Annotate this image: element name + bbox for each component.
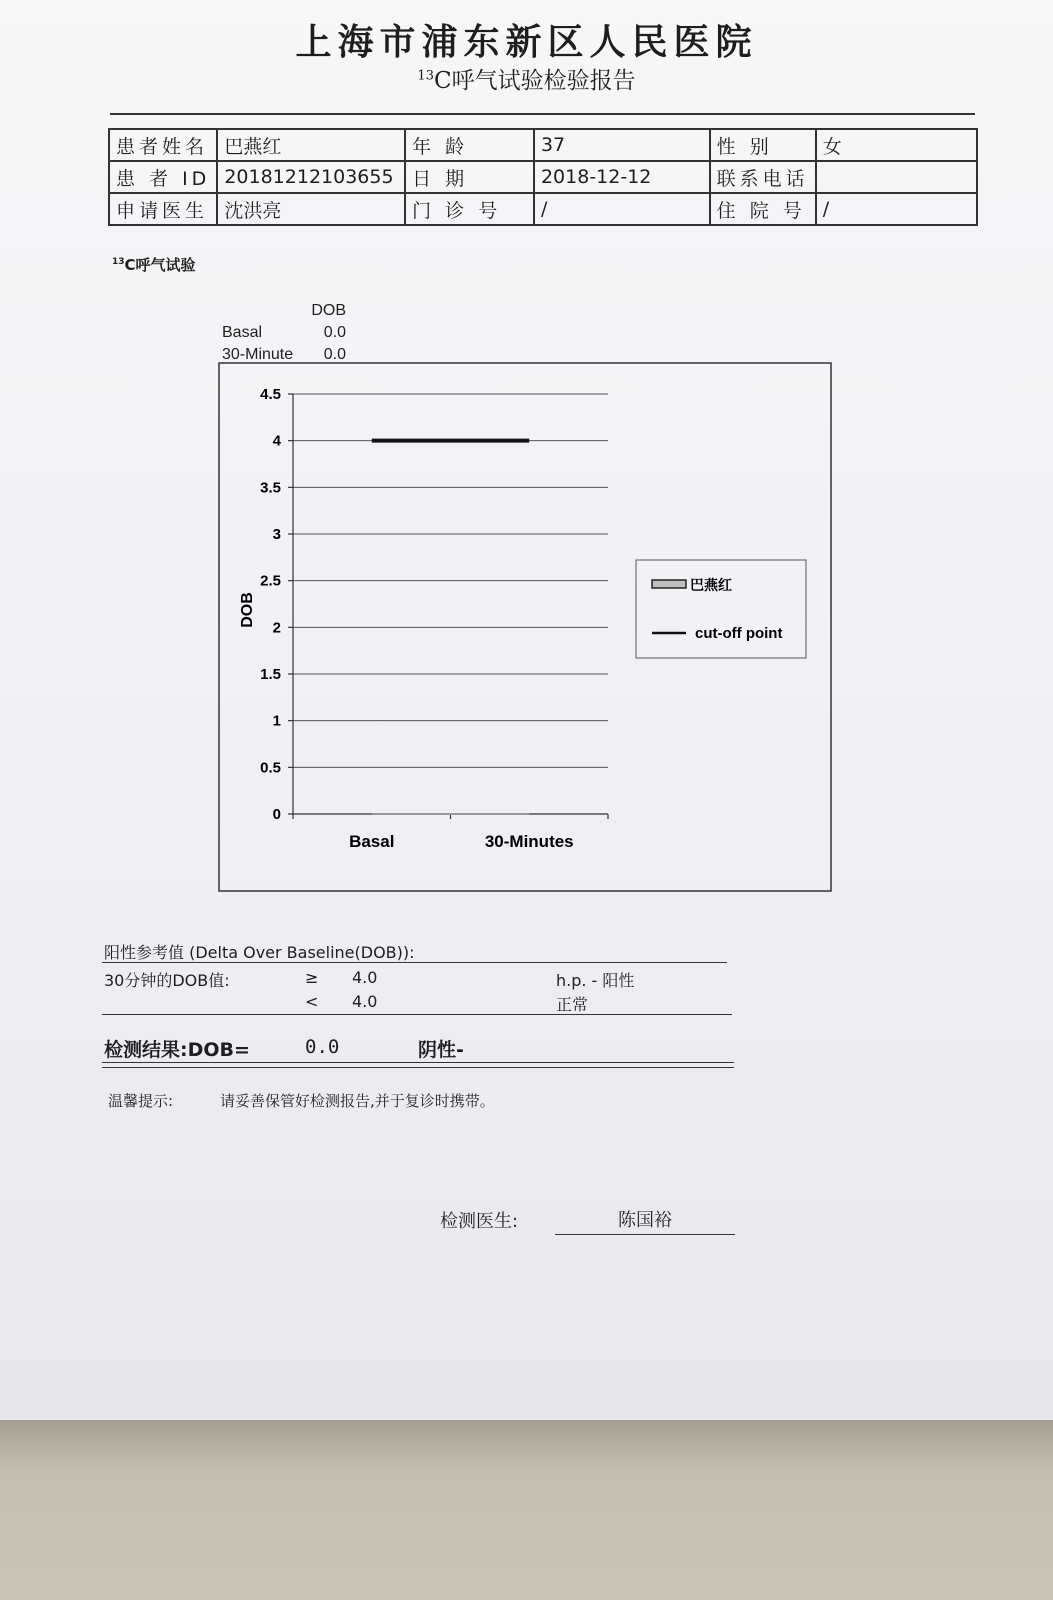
sex-value: 女: [816, 129, 977, 161]
result-rule-2: [102, 1067, 734, 1068]
signature-label: 检测医生:: [440, 1211, 519, 1232]
result-label: 检测结果:DOB=: [104, 1039, 250, 1061]
dob-row-label: Basal: [222, 324, 263, 341]
chart-svg: [218, 362, 832, 892]
reference-value: 4.0: [352, 968, 378, 987]
y-tick-label: 4: [272, 432, 281, 450]
dob-row-value: 0.0: [323, 324, 346, 341]
section-text: C呼气试验: [124, 256, 196, 274]
reference-rule-bottom: [102, 1014, 732, 1015]
title-text: C呼气试验检验报告: [433, 68, 636, 94]
y-axis-label: DOB: [239, 592, 256, 628]
report-title: [0, 62, 1053, 95]
dob-row-label: 30-Minute: [222, 346, 294, 363]
patient-info-table: [108, 128, 978, 226]
result-conclusion: 阴性-: [418, 1039, 464, 1061]
inpatient-label: 住 院 号: [710, 193, 816, 225]
x-tick-label: 30-Minutes: [484, 832, 574, 851]
hospital-name: 上海市浦东新区人民医院: [295, 21, 758, 63]
outpatient-label: 门 诊 号: [405, 193, 534, 225]
reference-meaning: h.p. - 阳性: [556, 971, 635, 990]
dob-chart: [218, 362, 832, 892]
result-value: 0.0: [305, 1036, 340, 1058]
sex-label: 性 别: [710, 129, 816, 161]
legend-patient-label: 巴燕红: [690, 578, 732, 594]
y-tick-label: 4.5: [260, 386, 281, 403]
phone-label: 联系电话: [710, 161, 816, 193]
doctor-value: 沈洪亮: [217, 193, 405, 225]
dob-summary: [222, 300, 346, 366]
legend-cutoff-label: cut-off point: [695, 625, 783, 642]
doctor-label: 申请医生: [109, 193, 217, 225]
title-isotope: 13: [417, 68, 434, 84]
inpatient-value: /: [816, 193, 977, 225]
result-rule-1: [102, 1062, 734, 1063]
reference-row-label: 30分钟的DOB值:: [104, 971, 230, 990]
reference-header: 阳性参考值 (Delta Over Baseline(DOB)):: [104, 943, 415, 962]
reference-value: 4.0: [352, 992, 378, 1011]
info-row: [109, 193, 977, 225]
y-tick-label: 2.5: [260, 572, 281, 590]
patient-name: 巴燕红: [217, 129, 405, 161]
age-label: 年 龄: [405, 129, 534, 161]
reference-op: <: [305, 992, 319, 1011]
patient-id: 20181212103655: [217, 161, 405, 193]
patient-name-label: 患者姓名: [109, 129, 217, 161]
tip-label: 温馨提示:: [108, 1092, 174, 1110]
y-tick-label: 1.5: [260, 666, 281, 683]
reference-rule-top: [102, 962, 727, 963]
phone-value: [816, 161, 977, 193]
y-tick-label: 3: [272, 526, 281, 543]
y-tick-label: 3.5: [260, 479, 281, 497]
dob-row-value: 0.0: [323, 346, 346, 363]
info-row: [109, 161, 977, 193]
dob-summary-row: [222, 322, 346, 344]
y-tick-label: 2: [272, 619, 281, 637]
chart-legend: [636, 560, 806, 658]
info-row: [109, 129, 977, 161]
date-label: 日 期: [405, 161, 534, 193]
outpatient-value: /: [534, 193, 710, 225]
date-value: 2018-12-12: [534, 161, 710, 193]
legend-box: [636, 560, 806, 658]
dob-header: DOB: [311, 302, 346, 319]
section-label: [112, 254, 196, 275]
reference-meaning: 正常: [556, 995, 589, 1014]
signature-name: 陈国裕: [555, 1206, 735, 1235]
legend-patient-swatch: [652, 580, 686, 588]
age-value: 37: [534, 129, 710, 161]
y-tick-label: 0: [272, 806, 281, 823]
y-tick-label: 1: [272, 712, 281, 730]
header-divider: [110, 113, 975, 115]
tip-text: 请妥善保管好检测报告,并于复诊时携带。: [220, 1092, 495, 1110]
section-isotope: 13: [112, 257, 125, 267]
dob-summary-header: [222, 300, 346, 322]
desk-surface: [0, 1420, 1053, 1600]
reference-op: ≥: [305, 968, 319, 987]
x-tick-label: Basal: [349, 832, 395, 851]
patient-id-label: 患 者 ID: [109, 161, 217, 193]
y-tick-label: 0.5: [260, 759, 281, 777]
